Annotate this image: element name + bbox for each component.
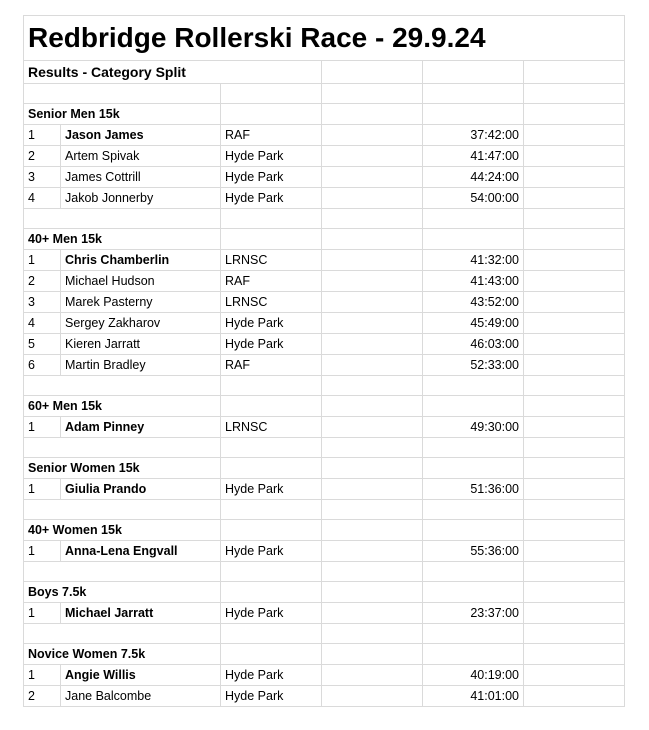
category-title: Boys 7.5k — [24, 582, 221, 603]
finish-time-cell: 55:36:00 — [423, 541, 524, 562]
club-cell: RAF — [221, 271, 322, 292]
empty-cell — [221, 396, 322, 417]
finish-time-cell: 51:36:00 — [423, 479, 524, 500]
position-cell: 4 — [24, 313, 61, 334]
empty-cell — [524, 146, 625, 167]
club-cell: LRNSC — [221, 417, 322, 438]
empty-cell — [221, 500, 322, 520]
finish-time-cell: 40:19:00 — [423, 665, 524, 686]
empty-cell — [322, 479, 423, 500]
table-row — [24, 665, 625, 686]
empty-cell — [221, 644, 322, 665]
empty-cell — [322, 84, 423, 104]
athlete-name-cell: Michael Hudson — [61, 271, 221, 292]
empty-cell — [423, 520, 524, 541]
finish-time-cell: 41:32:00 — [423, 250, 524, 271]
empty-cell — [524, 104, 625, 125]
table-row — [24, 271, 625, 292]
category-header-row — [24, 582, 625, 603]
club-cell: Hyde Park — [221, 313, 322, 334]
empty-cell — [524, 438, 625, 458]
empty-cell — [524, 417, 625, 438]
empty-cell — [221, 376, 322, 396]
empty-cell — [322, 125, 423, 146]
spacer-row — [24, 624, 625, 644]
athlete-name-cell: Jason James — [61, 125, 221, 146]
position-cell: 4 — [24, 188, 61, 209]
table-row — [24, 167, 625, 188]
position-cell: 1 — [24, 479, 61, 500]
empty-cell — [221, 520, 322, 541]
position-cell: 6 — [24, 355, 61, 376]
athlete-name-cell: Jane Balcombe — [61, 686, 221, 707]
empty-cell — [322, 541, 423, 562]
club-cell: Hyde Park — [221, 334, 322, 355]
empty-cell — [24, 376, 221, 396]
empty-cell — [322, 686, 423, 707]
finish-time-cell: 23:37:00 — [423, 603, 524, 624]
table-row — [24, 188, 625, 209]
empty-cell — [423, 624, 524, 644]
spacer-row — [24, 376, 625, 396]
page-subtitle: Results - Category Split — [24, 61, 322, 84]
empty-cell — [524, 396, 625, 417]
category-header-row — [24, 104, 625, 125]
club-cell: Hyde Park — [221, 603, 322, 624]
title-row — [24, 16, 625, 61]
spacer-row — [24, 500, 625, 520]
empty-cell — [24, 209, 221, 229]
category-title: Senior Women 15k — [24, 458, 221, 479]
empty-cell — [322, 146, 423, 167]
table-row — [24, 686, 625, 707]
empty-cell — [524, 292, 625, 313]
empty-cell — [524, 250, 625, 271]
club-cell: Hyde Park — [221, 479, 322, 500]
category-title: 60+ Men 15k — [24, 396, 221, 417]
empty-cell — [423, 84, 524, 104]
empty-cell — [322, 603, 423, 624]
empty-cell — [524, 644, 625, 665]
category-title: 40+ Women 15k — [24, 520, 221, 541]
empty-cell — [221, 84, 322, 104]
club-cell: Hyde Park — [221, 541, 322, 562]
table-row — [24, 479, 625, 500]
empty-cell — [322, 334, 423, 355]
table-row — [24, 541, 625, 562]
table-row — [24, 146, 625, 167]
position-cell: 2 — [24, 686, 61, 707]
empty-cell — [322, 520, 423, 541]
athlete-name-cell: Jakob Jonnerby — [61, 188, 221, 209]
empty-cell — [221, 562, 322, 582]
empty-cell — [524, 624, 625, 644]
club-cell: Hyde Park — [221, 146, 322, 167]
empty-cell — [221, 229, 322, 250]
table-row — [24, 250, 625, 271]
empty-cell — [524, 271, 625, 292]
finish-time-cell: 41:47:00 — [423, 146, 524, 167]
empty-cell — [524, 229, 625, 250]
results-sheet — [23, 15, 625, 707]
spacer-row — [24, 209, 625, 229]
club-cell: Hyde Park — [221, 167, 322, 188]
category-header-row — [24, 229, 625, 250]
empty-cell — [322, 644, 423, 665]
position-cell: 1 — [24, 417, 61, 438]
empty-cell — [423, 500, 524, 520]
empty-cell — [524, 334, 625, 355]
empty-cell — [322, 167, 423, 188]
finish-time-cell: 54:00:00 — [423, 188, 524, 209]
empty-cell — [524, 188, 625, 209]
empty-cell — [423, 562, 524, 582]
empty-cell — [524, 665, 625, 686]
empty-cell — [322, 271, 423, 292]
empty-cell — [524, 125, 625, 146]
club-cell: LRNSC — [221, 250, 322, 271]
empty-cell — [24, 500, 221, 520]
position-cell: 5 — [24, 334, 61, 355]
empty-cell — [322, 500, 423, 520]
position-cell: 2 — [24, 271, 61, 292]
position-cell: 3 — [24, 167, 61, 188]
empty-cell — [524, 603, 625, 624]
position-cell: 1 — [24, 665, 61, 686]
empty-cell — [423, 209, 524, 229]
empty-cell — [24, 438, 221, 458]
finish-time-cell: 49:30:00 — [423, 417, 524, 438]
empty-cell — [322, 61, 423, 84]
club-cell: LRNSC — [221, 292, 322, 313]
athlete-name-cell: Chris Chamberlin — [61, 250, 221, 271]
table-row — [24, 417, 625, 438]
empty-cell — [322, 104, 423, 125]
empty-cell — [524, 355, 625, 376]
empty-cell — [322, 376, 423, 396]
empty-cell — [524, 479, 625, 500]
empty-cell — [423, 458, 524, 479]
position-cell: 2 — [24, 146, 61, 167]
empty-cell — [322, 355, 423, 376]
athlete-name-cell: Adam Pinney — [61, 417, 221, 438]
empty-cell — [221, 624, 322, 644]
category-header-row — [24, 458, 625, 479]
finish-time-cell: 46:03:00 — [423, 334, 524, 355]
empty-cell — [322, 396, 423, 417]
empty-cell — [524, 61, 625, 84]
empty-cell — [524, 686, 625, 707]
empty-cell — [423, 438, 524, 458]
table-row — [24, 355, 625, 376]
spacer-row — [24, 84, 625, 104]
athlete-name-cell: Angie Willis — [61, 665, 221, 686]
empty-cell — [423, 396, 524, 417]
empty-cell — [322, 292, 423, 313]
category-title: Senior Men 15k — [24, 104, 221, 125]
subtitle-row — [24, 61, 625, 84]
finish-time-cell: 43:52:00 — [423, 292, 524, 313]
table-row — [24, 313, 625, 334]
empty-cell — [322, 250, 423, 271]
empty-cell — [423, 644, 524, 665]
empty-cell — [322, 209, 423, 229]
club-cell: RAF — [221, 355, 322, 376]
empty-cell — [322, 313, 423, 334]
position-cell: 1 — [24, 125, 61, 146]
athlete-name-cell: James Cottrill — [61, 167, 221, 188]
empty-cell — [423, 61, 524, 84]
empty-cell — [524, 458, 625, 479]
category-header-row — [24, 396, 625, 417]
spacer-row — [24, 438, 625, 458]
empty-cell — [423, 582, 524, 603]
athlete-name-cell: Marek Pasterny — [61, 292, 221, 313]
athlete-name-cell: Michael Jarratt — [61, 603, 221, 624]
category-header-row — [24, 644, 625, 665]
empty-cell — [423, 376, 524, 396]
page-title: Redbridge Rollerski Race - 29.9.24 — [24, 16, 625, 61]
empty-cell — [322, 582, 423, 603]
finish-time-cell: 44:24:00 — [423, 167, 524, 188]
club-cell: Hyde Park — [221, 188, 322, 209]
empty-cell — [423, 104, 524, 125]
empty-cell — [24, 624, 221, 644]
empty-cell — [524, 582, 625, 603]
club-cell: RAF — [221, 125, 322, 146]
empty-cell — [221, 582, 322, 603]
empty-cell — [524, 313, 625, 334]
athlete-name-cell: Martin Bradley — [61, 355, 221, 376]
empty-cell — [322, 624, 423, 644]
club-cell: Hyde Park — [221, 665, 322, 686]
position-cell: 1 — [24, 541, 61, 562]
category-header-row — [24, 520, 625, 541]
spacer-row — [24, 562, 625, 582]
empty-cell — [24, 84, 221, 104]
position-cell: 3 — [24, 292, 61, 313]
empty-cell — [322, 188, 423, 209]
empty-cell — [322, 665, 423, 686]
position-cell: 1 — [24, 603, 61, 624]
empty-cell — [322, 417, 423, 438]
empty-cell — [524, 541, 625, 562]
finish-time-cell: 52:33:00 — [423, 355, 524, 376]
finish-time-cell: 37:42:00 — [423, 125, 524, 146]
empty-cell — [322, 229, 423, 250]
finish-time-cell: 41:01:00 — [423, 686, 524, 707]
athlete-name-cell: Giulia Prando — [61, 479, 221, 500]
athlete-name-cell: Artem Spivak — [61, 146, 221, 167]
athlete-name-cell: Anna-Lena Engvall — [61, 541, 221, 562]
empty-cell — [221, 438, 322, 458]
empty-cell — [524, 209, 625, 229]
position-cell: 1 — [24, 250, 61, 271]
empty-cell — [524, 376, 625, 396]
empty-cell — [524, 520, 625, 541]
empty-cell — [423, 229, 524, 250]
finish-time-cell: 41:43:00 — [423, 271, 524, 292]
empty-cell — [221, 209, 322, 229]
category-title: 40+ Men 15k — [24, 229, 221, 250]
empty-cell — [524, 167, 625, 188]
athlete-name-cell: Kieren Jarratt — [61, 334, 221, 355]
table-row — [24, 292, 625, 313]
empty-cell — [221, 458, 322, 479]
finish-time-cell: 45:49:00 — [423, 313, 524, 334]
table-row — [24, 125, 625, 146]
empty-cell — [524, 500, 625, 520]
empty-cell — [322, 458, 423, 479]
table-row — [24, 334, 625, 355]
empty-cell — [524, 84, 625, 104]
table-row — [24, 603, 625, 624]
empty-cell — [322, 562, 423, 582]
empty-cell — [322, 438, 423, 458]
empty-cell — [24, 562, 221, 582]
empty-cell — [524, 562, 625, 582]
category-title: Novice Women 7.5k — [24, 644, 221, 665]
empty-cell — [221, 104, 322, 125]
club-cell: Hyde Park — [221, 686, 322, 707]
athlete-name-cell: Sergey Zakharov — [61, 313, 221, 334]
